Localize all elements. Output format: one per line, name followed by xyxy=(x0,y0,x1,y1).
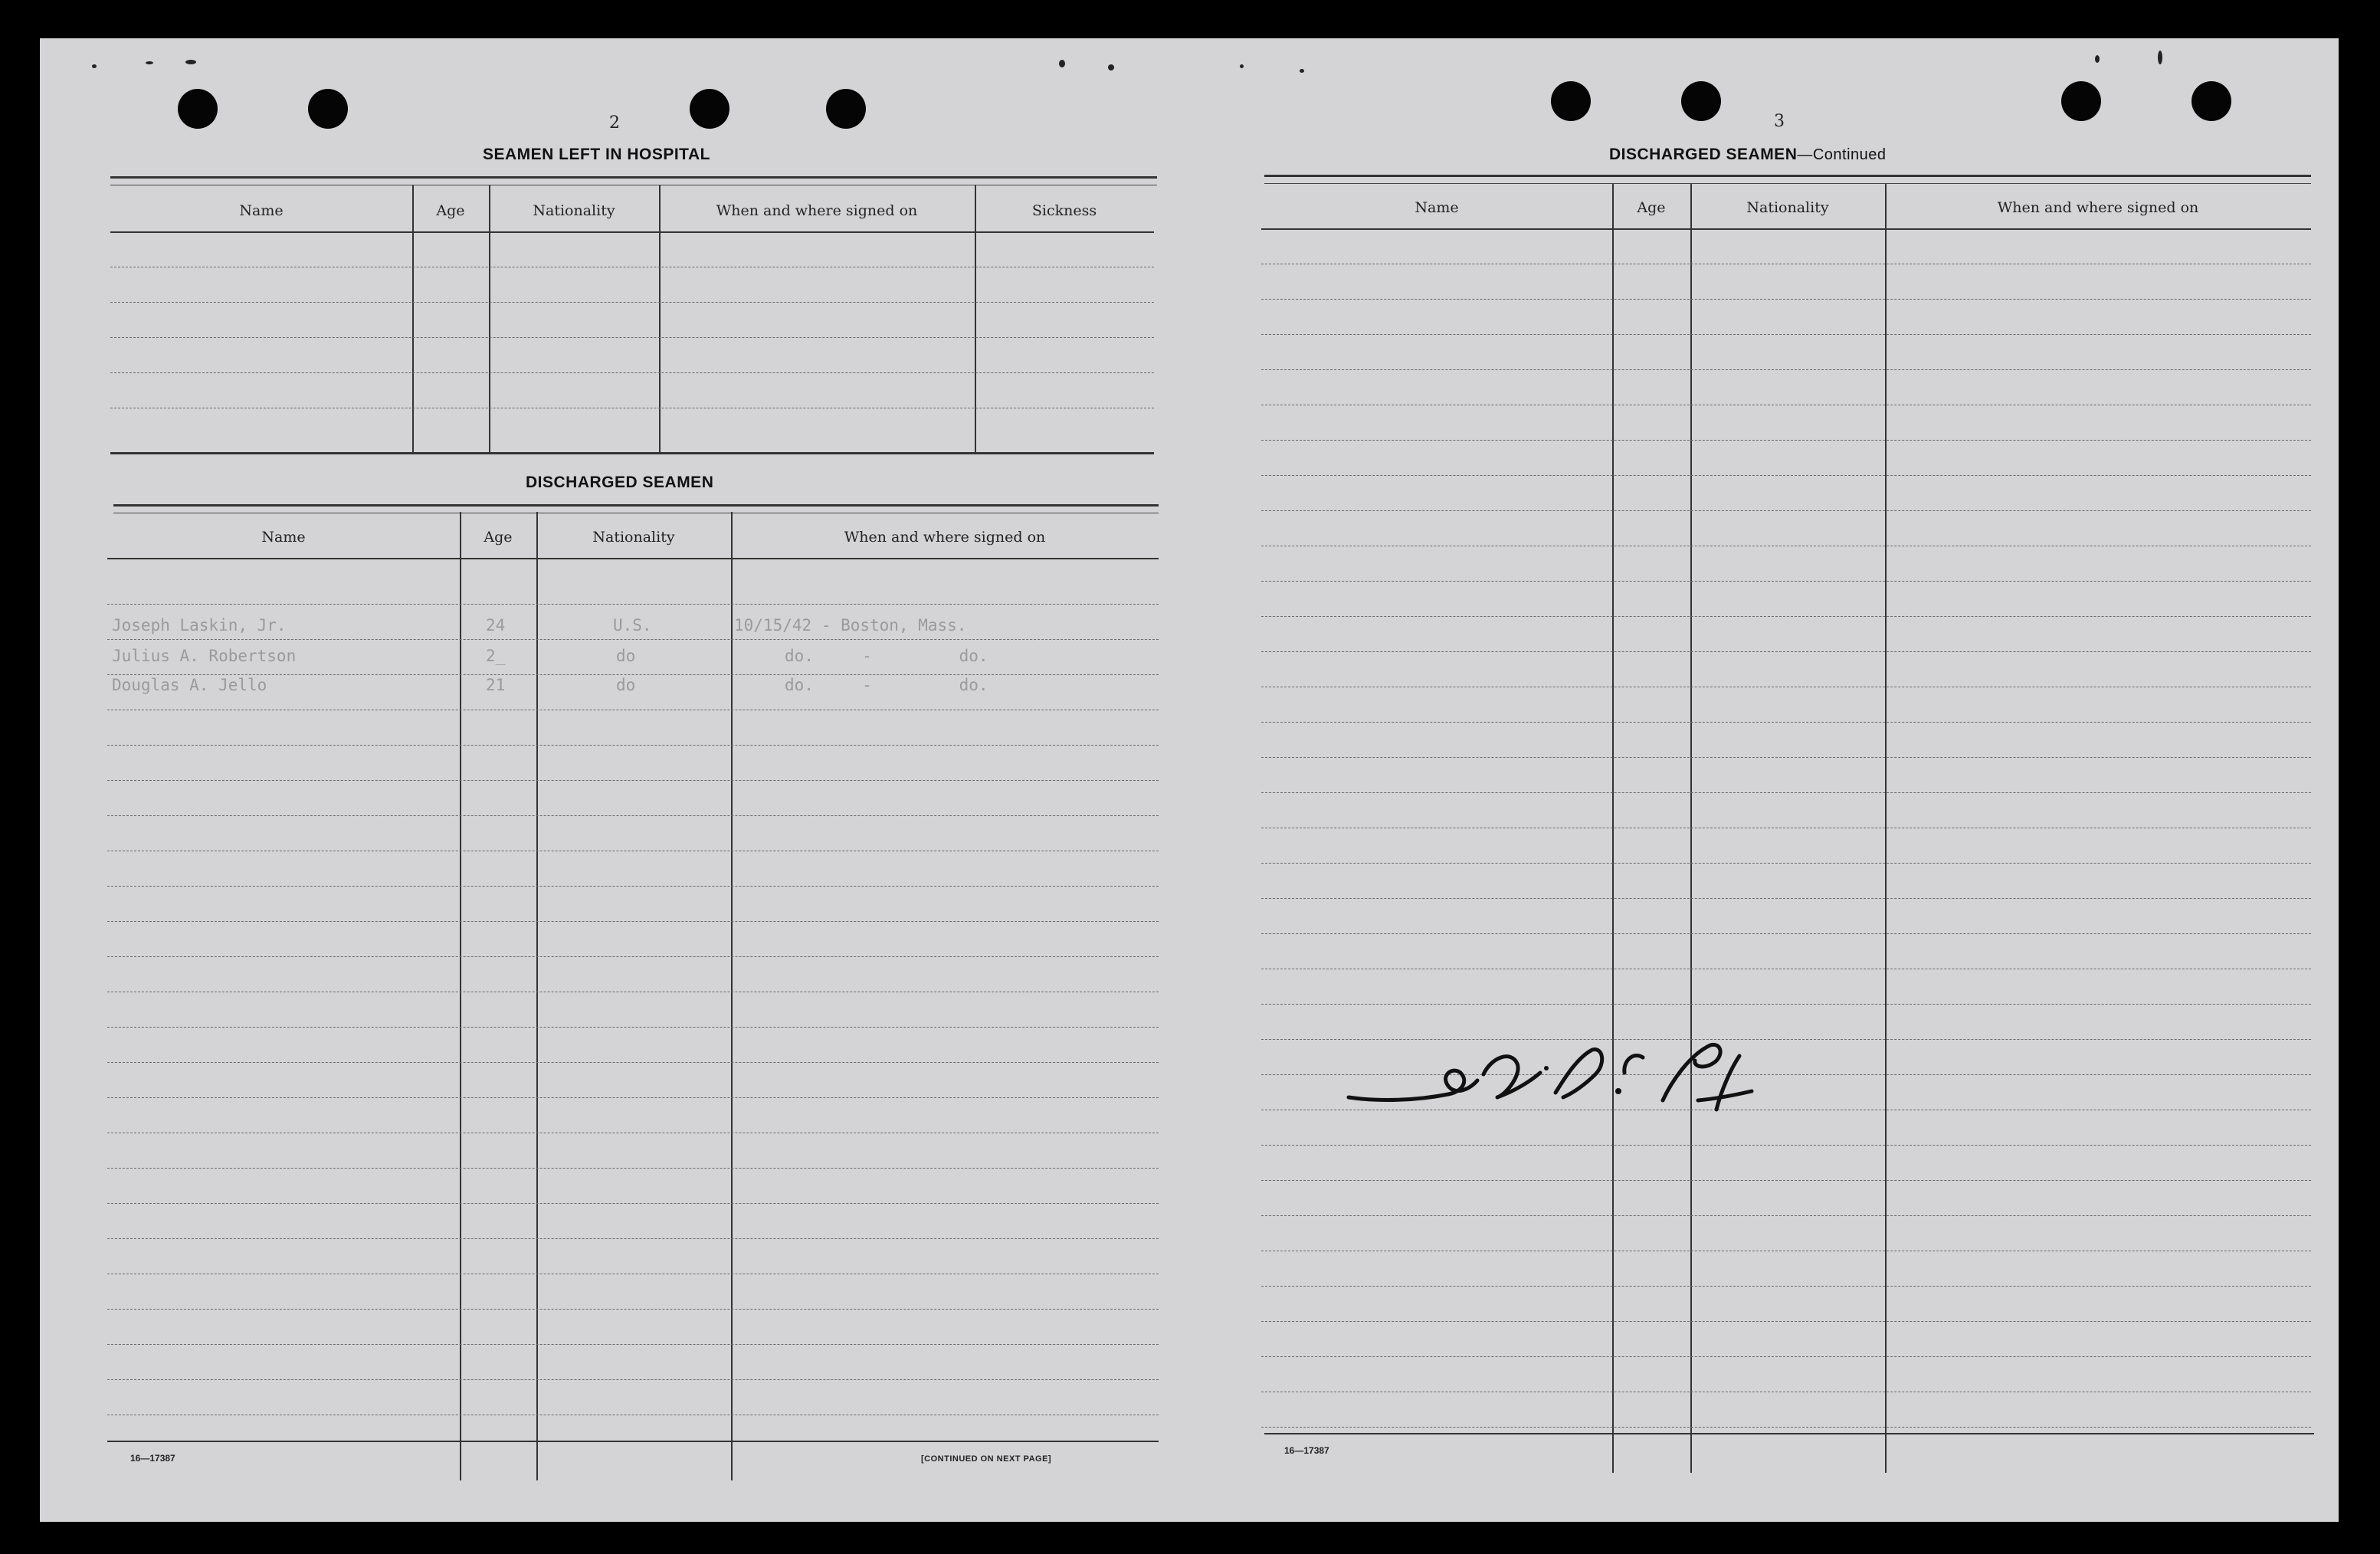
ruled-line xyxy=(1261,863,2311,864)
ruled-line xyxy=(1261,1145,2311,1146)
column-header-name: Name xyxy=(261,529,306,546)
ruled-line xyxy=(1261,898,2311,899)
punch-hole xyxy=(178,89,218,129)
ruled-line xyxy=(1261,1321,2311,1322)
ruled-line xyxy=(107,921,1159,922)
seaman-nationality: do xyxy=(616,647,636,665)
signature-dot xyxy=(1615,1088,1621,1094)
seaman-name: Douglas A. Jello xyxy=(112,676,267,694)
seaman-nationality: U.S. xyxy=(613,616,652,634)
ruled-line xyxy=(1261,440,2311,441)
ruled-line xyxy=(1261,1180,2311,1181)
seaman-name: Joseph Laskin, Jr. xyxy=(112,616,287,634)
bleed-through-signature xyxy=(1333,1027,1762,1142)
column-header-nationality: Nationality xyxy=(533,202,615,219)
ruled-line xyxy=(107,604,1159,605)
scan-speck xyxy=(92,64,97,68)
punch-hole xyxy=(826,89,866,129)
column-header-signed-on: When and where signed on xyxy=(716,202,918,219)
punch-hole xyxy=(2192,81,2231,121)
column-header-signed-on: When and where signed on xyxy=(844,529,1046,546)
ruled-line xyxy=(1261,1427,2311,1428)
scan-speck xyxy=(1108,64,1114,70)
scan-speck xyxy=(146,61,153,64)
seaman-age: 24 xyxy=(486,616,506,634)
column-header-name: Name xyxy=(1415,199,1459,216)
ruled-line xyxy=(1261,510,2311,511)
ruled-line xyxy=(1261,722,2311,723)
punch-hole xyxy=(308,89,348,129)
bottom-rule xyxy=(107,1441,1159,1442)
document-sheet xyxy=(40,38,2339,1522)
column-header-signed-on: When and where signed on xyxy=(1997,199,2199,216)
ruled-line xyxy=(1261,1356,2311,1357)
scan-speck xyxy=(1300,69,1304,73)
discharged-table xyxy=(107,512,1159,1480)
seaman-signed-on: do. - do. xyxy=(785,647,988,665)
scan-speck xyxy=(2095,55,2100,63)
ruled-line xyxy=(110,302,1154,303)
ruled-line xyxy=(1261,1004,2311,1005)
ruled-line xyxy=(107,674,1159,675)
seaman-signed-on: do. - do. xyxy=(785,676,988,694)
column-header-name: Name xyxy=(239,202,284,219)
discharged-section-title: DISCHARGED SEAMEN xyxy=(526,474,714,491)
scan-speck xyxy=(1240,64,1244,68)
scan-speck xyxy=(2158,51,2162,64)
ruled-line xyxy=(107,639,1159,640)
page-number: 2 xyxy=(609,113,620,133)
ruled-line xyxy=(107,1097,1159,1098)
ruled-line xyxy=(107,745,1159,746)
ruled-line xyxy=(107,815,1159,816)
discharged-continued-title xyxy=(1609,146,1887,164)
signature-dot xyxy=(1544,1066,1549,1070)
punch-hole xyxy=(2061,81,2101,121)
ruled-line xyxy=(107,886,1159,887)
ruled-line xyxy=(107,1238,1159,1239)
ruled-line xyxy=(1261,651,2311,652)
title-text: DISCHARGED SEAMEN xyxy=(1609,146,1798,163)
ruled-line xyxy=(1261,757,2311,758)
ruled-line xyxy=(107,956,1159,957)
scan-speck xyxy=(185,60,196,64)
page-number: 3 xyxy=(1774,112,1785,131)
punch-hole xyxy=(1551,81,1591,121)
ruled-line xyxy=(107,1309,1159,1310)
form-number: 16—17387 xyxy=(130,1453,175,1464)
column-header-age: Age xyxy=(1637,199,1666,216)
column-header-nationality: Nationality xyxy=(1746,199,1829,216)
ruled-line xyxy=(107,1027,1159,1028)
seaman-age: 2_ xyxy=(486,647,506,665)
ruled-line xyxy=(107,780,1159,781)
ruled-line xyxy=(110,372,1154,373)
ruled-line xyxy=(107,1168,1159,1169)
column-header-age: Age xyxy=(484,529,513,546)
ruled-line xyxy=(1261,475,2311,476)
hospital-table xyxy=(110,185,1154,454)
ruled-line xyxy=(1261,334,2311,335)
ruled-line xyxy=(107,1062,1159,1063)
continued-note: [CONTINUED ON NEXT PAGE] xyxy=(921,1454,1052,1464)
punch-hole xyxy=(1681,81,1721,121)
bottom-rule xyxy=(1264,1433,2314,1434)
ruled-line xyxy=(1261,1286,2311,1287)
scan-speck xyxy=(1059,60,1065,67)
punch-hole xyxy=(690,89,729,129)
ruled-line xyxy=(107,1344,1159,1345)
hospital-section-title: SEAMEN LEFT IN HOSPITAL xyxy=(483,146,710,163)
ruled-line xyxy=(107,1203,1159,1204)
ruled-line xyxy=(1261,369,2311,370)
ruled-line xyxy=(1261,616,2311,617)
ruled-line xyxy=(1261,933,2311,934)
ruled-line xyxy=(110,337,1154,338)
title-suffix: —Continued xyxy=(1797,146,1887,163)
seaman-signed-on: 10/15/42 - Boston, Mass. xyxy=(734,616,967,634)
column-header-age: Age xyxy=(436,202,465,219)
discharged-continued-table xyxy=(1261,184,2311,1473)
ruled-line xyxy=(1261,299,2311,300)
title-rule xyxy=(110,176,1157,185)
seaman-age: 21 xyxy=(486,676,506,694)
ruled-line xyxy=(107,1379,1159,1380)
seaman-nationality: do xyxy=(616,676,636,694)
ruled-line xyxy=(1261,581,2311,582)
form-number: 16—17387 xyxy=(1284,1445,1329,1456)
column-header-sickness: Sickness xyxy=(1031,202,1097,219)
ruled-line xyxy=(1261,792,2311,793)
column-header-nationality: Nationality xyxy=(592,529,675,546)
title-rule xyxy=(1264,175,2311,184)
seaman-name: Julius A. Robertson xyxy=(112,647,297,665)
ruled-line xyxy=(1261,1215,2311,1216)
